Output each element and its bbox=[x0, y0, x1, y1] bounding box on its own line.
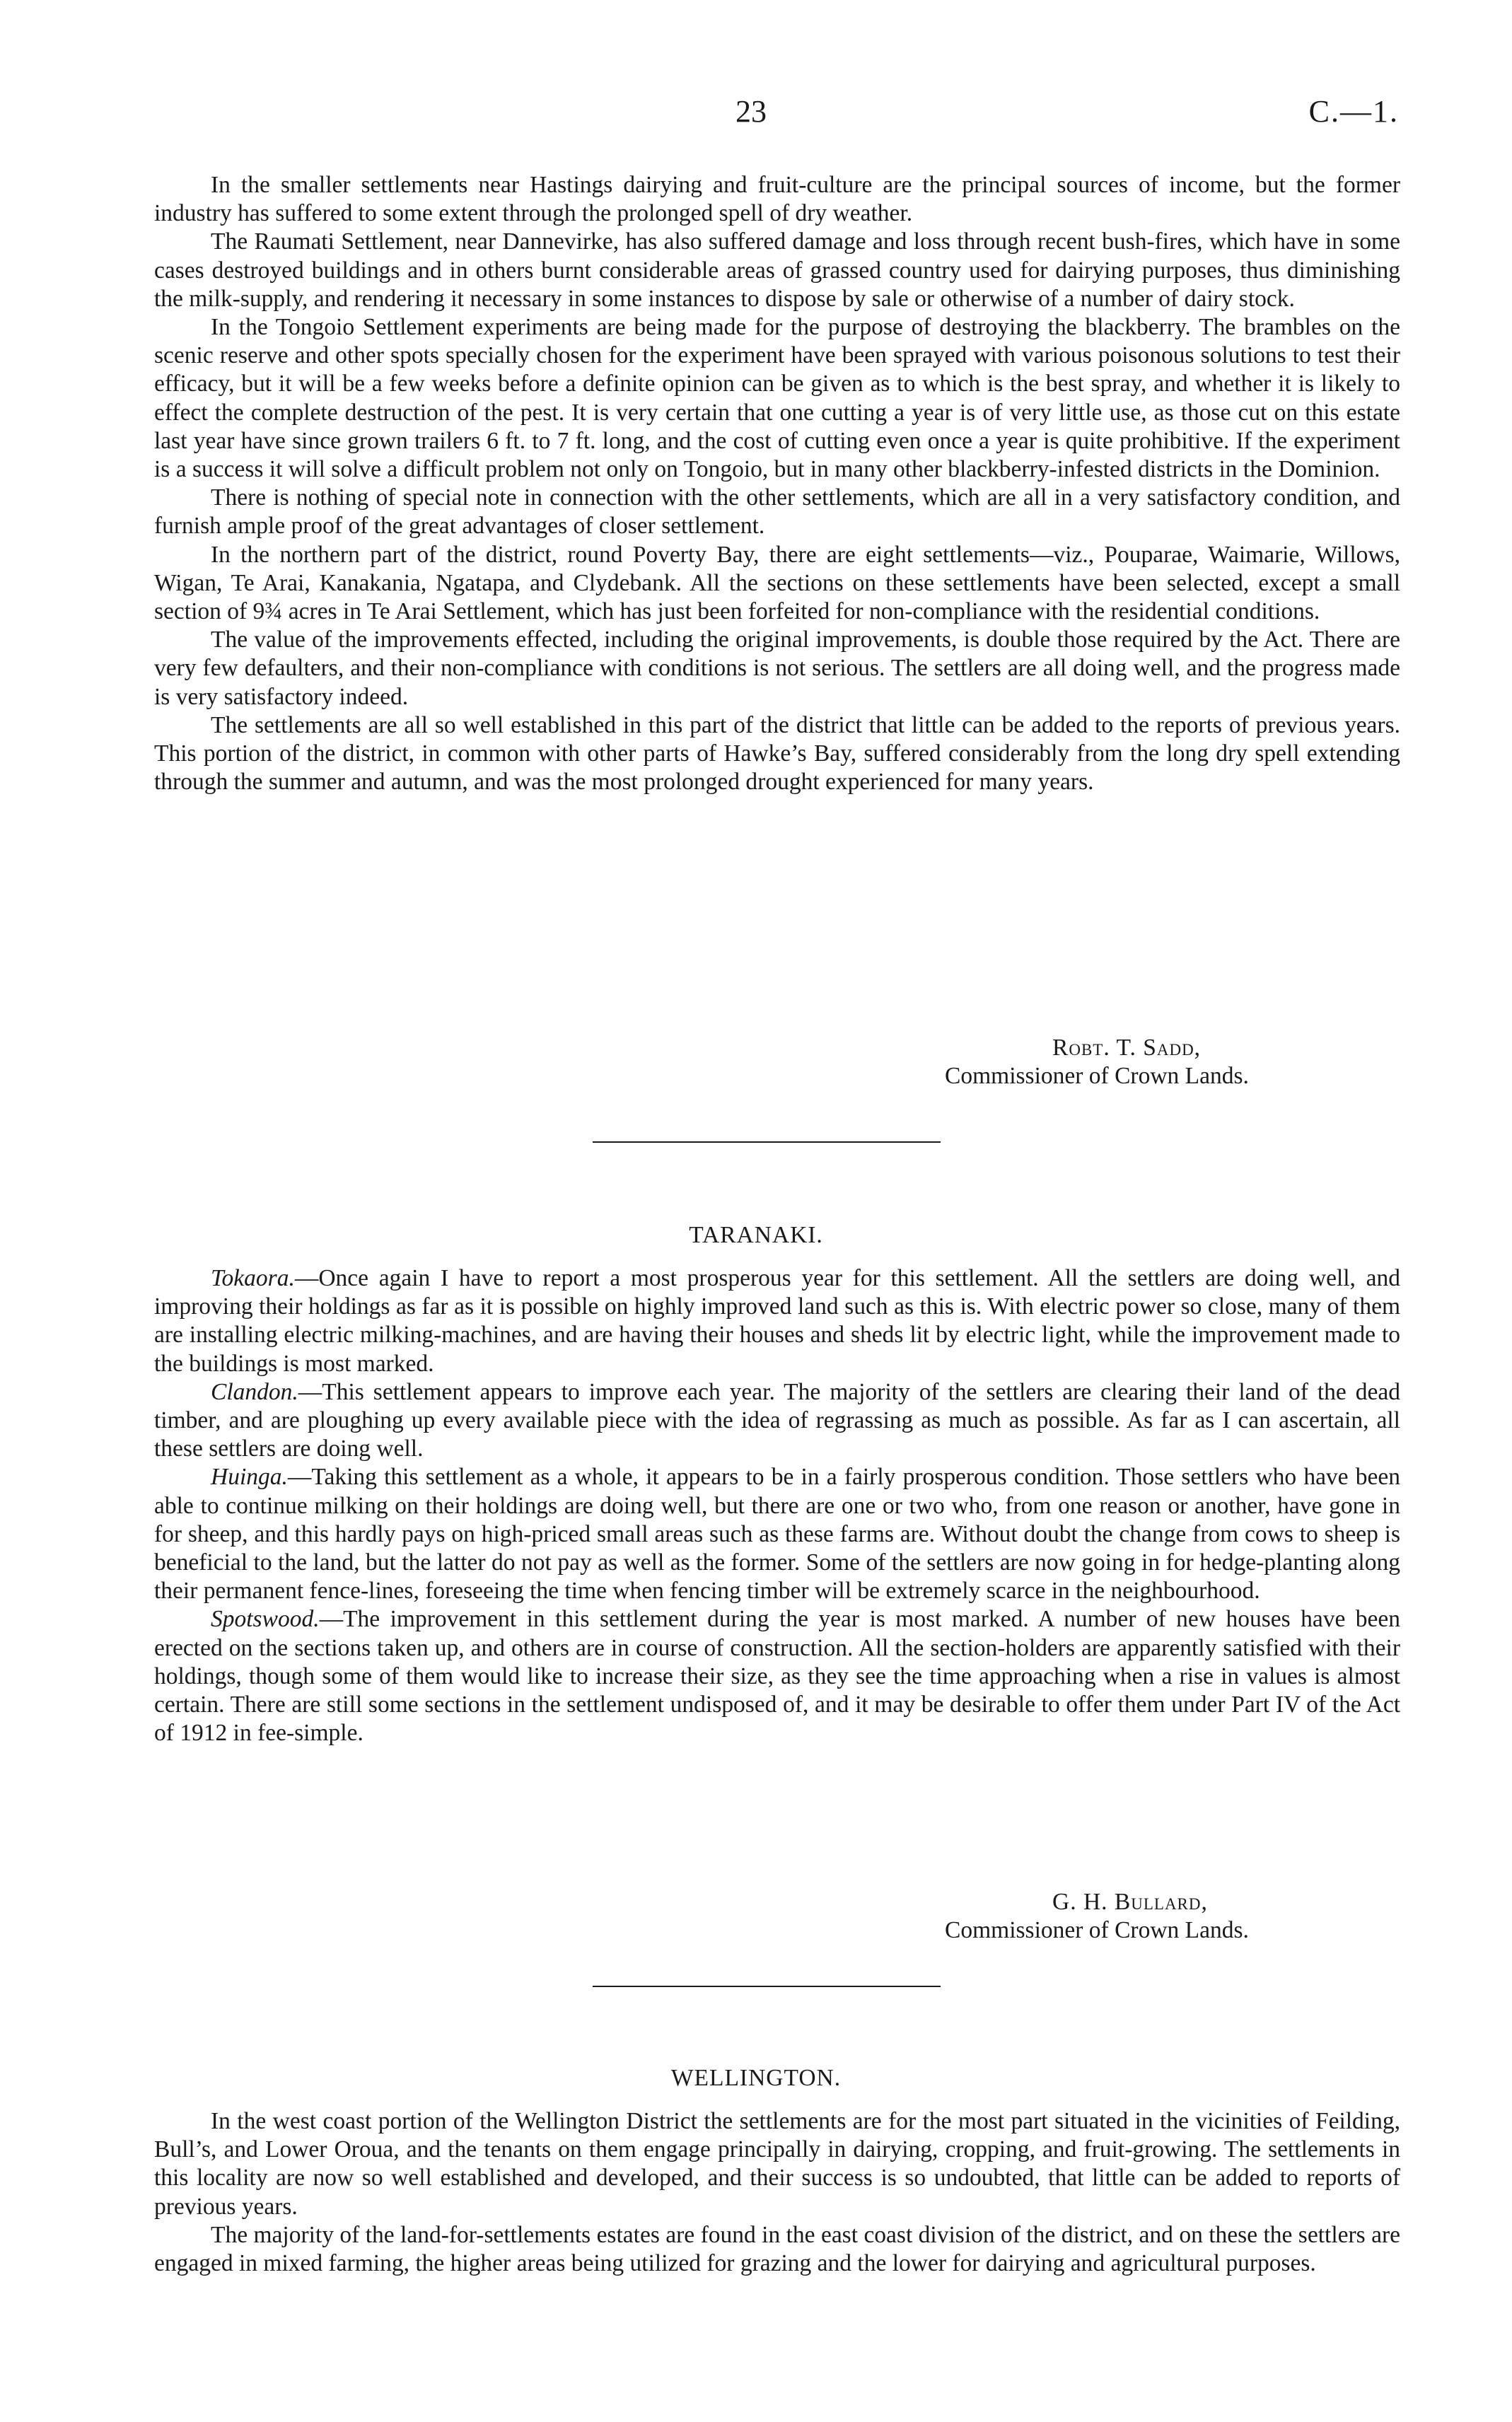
section-heading-taranaki: TARANAKI. bbox=[689, 1222, 823, 1248]
settlement-name: Clandon. bbox=[211, 1378, 298, 1405]
signature-name: G. H. Bullard, bbox=[1052, 1889, 1208, 1915]
section-divider bbox=[593, 1986, 941, 1987]
section-taranaki-text bbox=[154, 1264, 1400, 1747]
paragraph: In the smaller settlements near Hastings dairying and fruit-culture are the principal sources of income, but the former industry has suffered to some extent through the prolonged spell of dry weather. bbox=[154, 172, 1400, 227]
settlement-text: —The improvement in this settlement during the year is most marked. A number of new houses have been erected on the sections taken up, and others are in course of construction. All the section-holders are apparently satisfied with their holdings, though some of them would like to increase their size, as they see the time approaching when a rise in values is almost certain. There are still some sections in the settlement undisposed of, and it may be desirable to offer them under Part IV of the Act of 1912 in fee-simple. bbox=[154, 1606, 1400, 1747]
page-header bbox=[0, 93, 1512, 136]
page-number: 23 bbox=[735, 94, 767, 129]
settlement-text: —Once again I have to report a most prosperous year for this settlement. All the settlers are doing well, and improving their holdings as far as it is possible on highly improved land such as this is. With electric power so close, many of them are installing electric milking-machines, and are having their houses and sheds lit by electric light, while the improvement made to the buildings is most marked. bbox=[154, 1265, 1400, 1377]
signature-title: Commissioner of Crown Lands. bbox=[945, 1063, 1249, 1090]
signature-title: Commissioner of Crown Lands. bbox=[945, 1917, 1249, 1944]
settlement-entry bbox=[154, 1605, 1400, 1747]
section-wellington-text bbox=[154, 2107, 1400, 2278]
settlement-entry bbox=[154, 1463, 1400, 1605]
section-divider bbox=[593, 1141, 941, 1143]
paragraph: In the west coast portion of the Wellington District the settlements are for the most part situated in the vicinities of Feilding, Bull’s, and Lower Oroua, and the tenants on them engage principally in dairying, cropping, and fruit-growing. The settlements in this locality are now so well established and developed, and their success is so undoubted, that little can be added to reports of previous years. bbox=[154, 2108, 1400, 2220]
paragraph: In the northern part of the district, round Poverty Bay, there are eight settlements—viz., Pouparae, Waimarie, Willows, Wigan, Te Arai, Kanakania, Ngatapa, and Clydebank. All the sections on these settlements have been selected, except a small section of 9¾ acres in Te Arai Settlement, which has just been forfeited for non-compliance with the residential conditions. bbox=[154, 541, 1400, 625]
settlement-name: Tokaora. bbox=[211, 1265, 295, 1291]
settlement-entry bbox=[154, 1264, 1400, 1378]
paragraph: There is nothing of special note in connection with the other settlements, which are all in a very satisfactory condition, and furnish ample proof of the great advantages of closer settlement. bbox=[154, 484, 1400, 540]
paragraph: The settlements are all so well established in this part of the district that little can be added to the reports of previous years. This portion of the district, in common with other parts of Hawke’s Bay, suffered considerably from the long dry spell extending through the summer and autumn, and was the most prolonged drought experienced for many years. bbox=[154, 711, 1400, 796]
settlement-text: —This settlement appears to improve each year. The majority of the settlers are clearing their land of the dead timber, and are ploughing up every available piece with the idea of regrassing as much as possible. As far as I can ascertain, all these settlers are doing well. bbox=[154, 1378, 1400, 1462]
paragraph: The Raumati Settlement, near Dannevirke, has also suffered damage and loss through recent bush-fires, which have in some cases destroyed buildings and in others burnt considerable areas of grassed country used for dairying purposes, thus diminishing the milk-supply, and rendering it necessary in some instances to dispose by sale or otherwise of a number of dairy stock. bbox=[154, 228, 1400, 312]
section-heading-wellington: WELLINGTON. bbox=[670, 2065, 842, 2091]
paragraph: The majority of the land-for-settlements estates are found in the east coast division of the district, and on these the settlers are engaged in mixed farming, the higher areas being utilized for grazing and the lower for dairying and agricultural purposes. bbox=[154, 2221, 1400, 2277]
settlement-entry bbox=[154, 1378, 1400, 1464]
signature-block bbox=[945, 1888, 1440, 1945]
settlement-name: Spotswood. bbox=[211, 1606, 320, 1633]
signature-block bbox=[945, 1034, 1440, 1090]
settlement-name: Huinga. bbox=[211, 1464, 288, 1491]
signature-name: Robt. T. Sadd, bbox=[1052, 1035, 1202, 1061]
settlement-text: —Taking this settlement as a whole, it appears to be in a fairly prosperous condition. Those settlers who have been able to continue milking on their holdings are doing well, but there are one or two who, from one reason or another, have gone in for sheep, and this hardly pays on high-priced small areas such as these farms are. Without doubt the change from cows to sheep is beneficial to the land, but the latter do not pay as well as the former. Some of the settlers are now going in for hedge-planting along their permanent fence-lines, foreseeing the time when fencing timber will be extremely scarce in the neighbourhood. bbox=[154, 1464, 1400, 1605]
section-hawkes-bay-text bbox=[154, 171, 1400, 796]
paragraph: In the Tongoio Settlement experiments are being made for the purpose of destroying the blackberry. The brambles on the scenic reserve and other spots specially chosen for the experiment have been sprayed with various poisonous solutions to test their efficacy, but it will be a few weeks before a definite opinion can be given as to which is the best spray, and whether it is likely to effect the complete destruction of the pest. It is very certain that one cutting a year is of very little use, as those cut on this estate last year have since grown trailers 6 ft. to 7 ft. long, and the cost of cutting even once a year is quite prohibitive. If the experiment is a success it will solve a difficult problem not only on Tongoio, but in many other blackberry-infested districts in the Dominion. bbox=[154, 314, 1400, 483]
paragraph: The value of the improvements effected, including the original improvements, is double those required by the Act. There are very few defaulters, and their non-compliance with conditions is not serious. The settlers are all doing well, and the progress made is very satisfactory indeed. bbox=[154, 627, 1400, 710]
document-reference: C.—1. bbox=[1308, 94, 1399, 129]
